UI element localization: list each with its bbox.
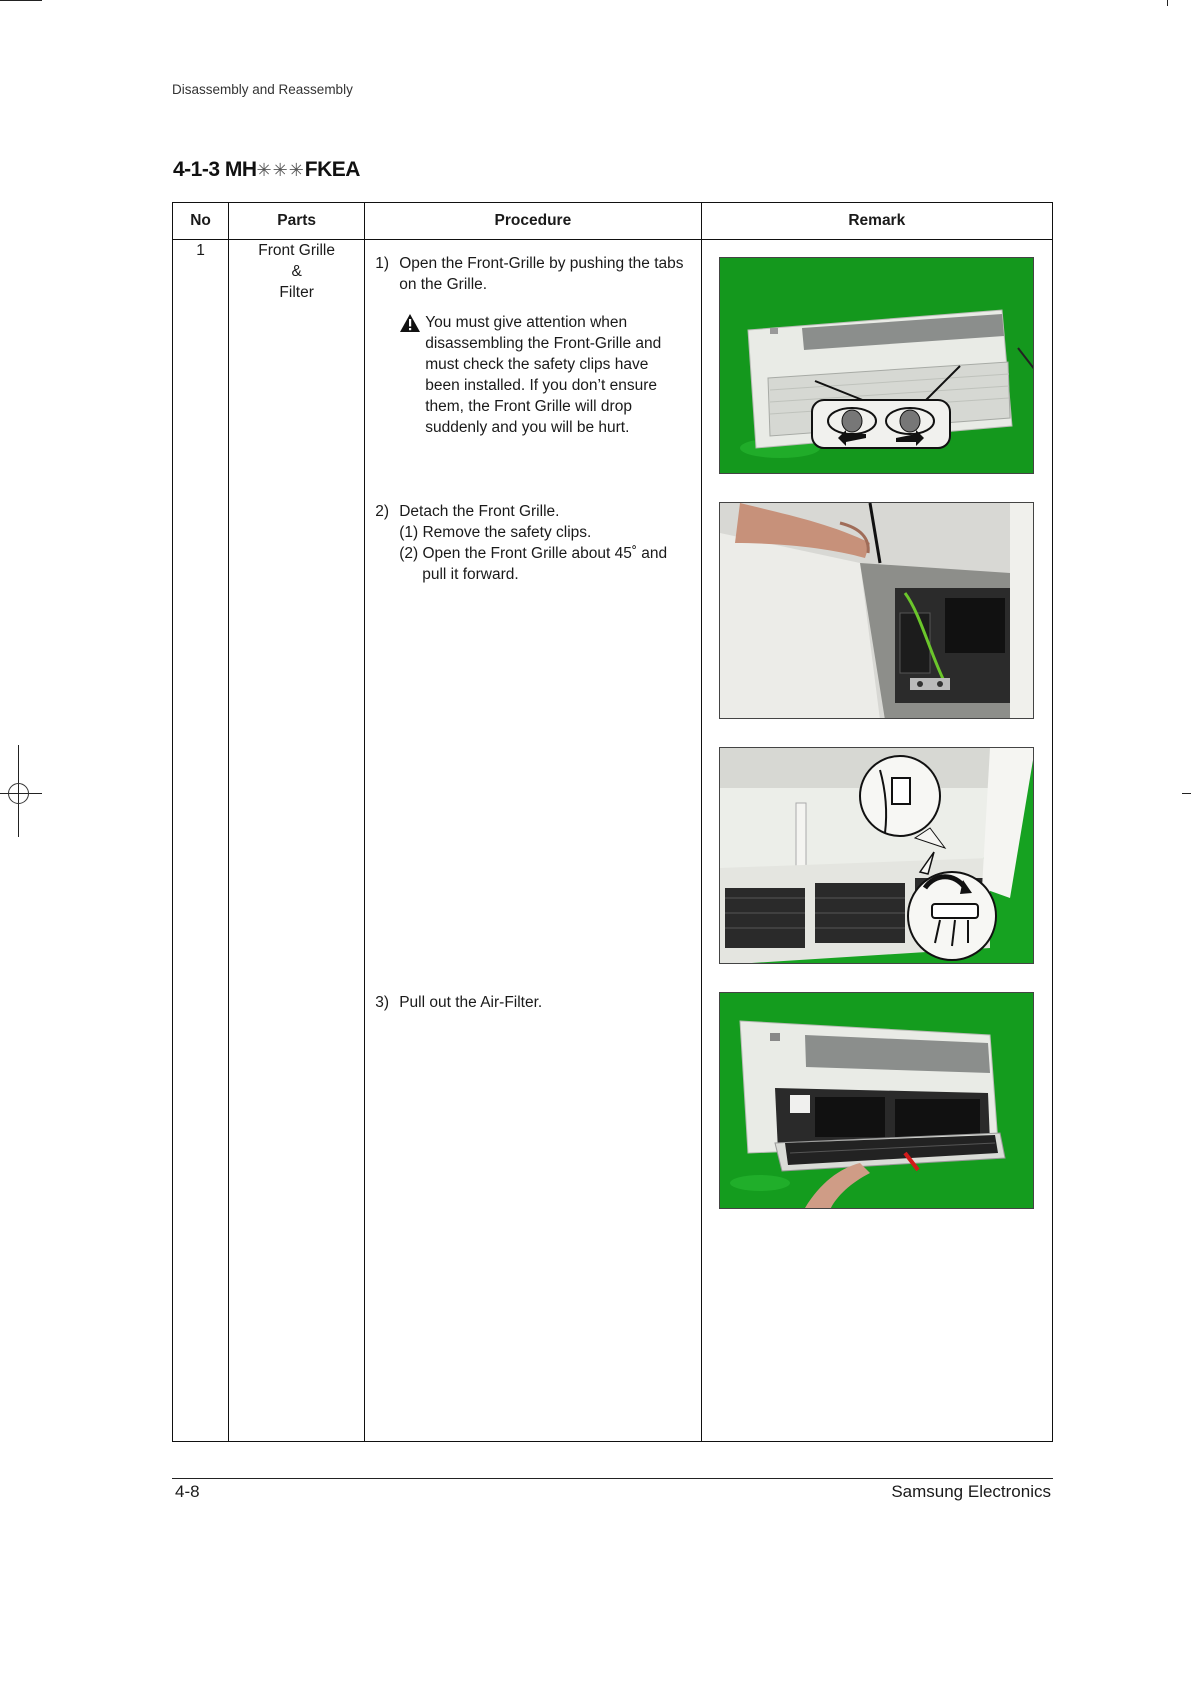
- warning-line: them, the Front Grille will drop: [425, 398, 632, 415]
- warning-line: You must give attention when: [425, 314, 628, 331]
- step-1: [375, 253, 691, 295]
- model-suffix: FKEA: [304, 158, 360, 181]
- photo-pull-air-filter: [719, 992, 1034, 1209]
- page-number: 4-8: [175, 1482, 200, 1501]
- header-procedure: Procedure: [365, 203, 701, 240]
- step-2: [375, 501, 691, 585]
- step-text: Open the Front-Grille by pushing the tabs: [399, 255, 684, 272]
- header-no: No: [173, 203, 229, 240]
- step-3: [375, 992, 691, 1013]
- registration-tick-right: [1182, 793, 1191, 794]
- warning-line: disassembling the Front-Grille and: [425, 335, 662, 352]
- sub-step-text: Open the Front Grille about 45˚ and: [422, 545, 668, 562]
- table-header-row: [173, 203, 1053, 240]
- sub-step-text: Remove the safety clips.: [422, 524, 592, 541]
- company-name: Samsung Electronics: [891, 1482, 1051, 1501]
- photo-open-grille-45-degrees: [719, 747, 1034, 964]
- footer-rule: [172, 1478, 1053, 1479]
- section-title: [173, 158, 360, 182]
- table-row: [173, 240, 1053, 1442]
- parts-line: Front Grille: [258, 242, 335, 259]
- safety-warning: [399, 312, 689, 438]
- crop-mark-top-right: [1167, 0, 1168, 6]
- parts-line: &: [291, 263, 302, 280]
- procedure-cell: [365, 240, 701, 1442]
- section-number: 4-1-3: [173, 158, 220, 181]
- row-number: 1: [173, 240, 229, 1442]
- registration-circle: [8, 783, 29, 804]
- warning-line: must check the safety clips have: [425, 356, 649, 373]
- photo-safety-clip-removal: [719, 502, 1034, 719]
- sub-step: [399, 522, 691, 543]
- sub-step-continuation: pull it forward.: [422, 566, 519, 583]
- step-number: 1): [375, 255, 389, 272]
- header-parts: Parts: [229, 203, 365, 240]
- header-remark: Remark: [701, 203, 1052, 240]
- remark-cell: [701, 240, 1052, 1442]
- procedure-table: [172, 202, 1053, 1442]
- warning-line: suddenly and you will be hurt.: [425, 419, 630, 436]
- running-header: Disassembly and Reassembly: [172, 82, 353, 97]
- step-text: Detach the Front Grille.: [399, 503, 560, 520]
- parts-cell: [229, 240, 365, 1442]
- step-number: 2): [375, 503, 389, 520]
- model-prefix: MH: [224, 158, 257, 181]
- sub-step-label: (1): [399, 524, 419, 541]
- model-stars: ✳✳✳: [256, 160, 305, 180]
- step-text: Pull out the Air-Filter.: [399, 994, 543, 1011]
- step-number: 3): [375, 994, 389, 1011]
- warning-line: been installed. If you don’t ensure: [425, 377, 657, 394]
- crop-mark-top-left: [0, 0, 42, 1]
- sub-step: [399, 543, 691, 564]
- sub-step-label: (2): [399, 545, 419, 562]
- step-text: on the Grille.: [399, 276, 488, 293]
- photo-front-grille-tabs: [719, 257, 1034, 474]
- warning-icon: [399, 313, 421, 333]
- parts-line: Filter: [279, 284, 314, 301]
